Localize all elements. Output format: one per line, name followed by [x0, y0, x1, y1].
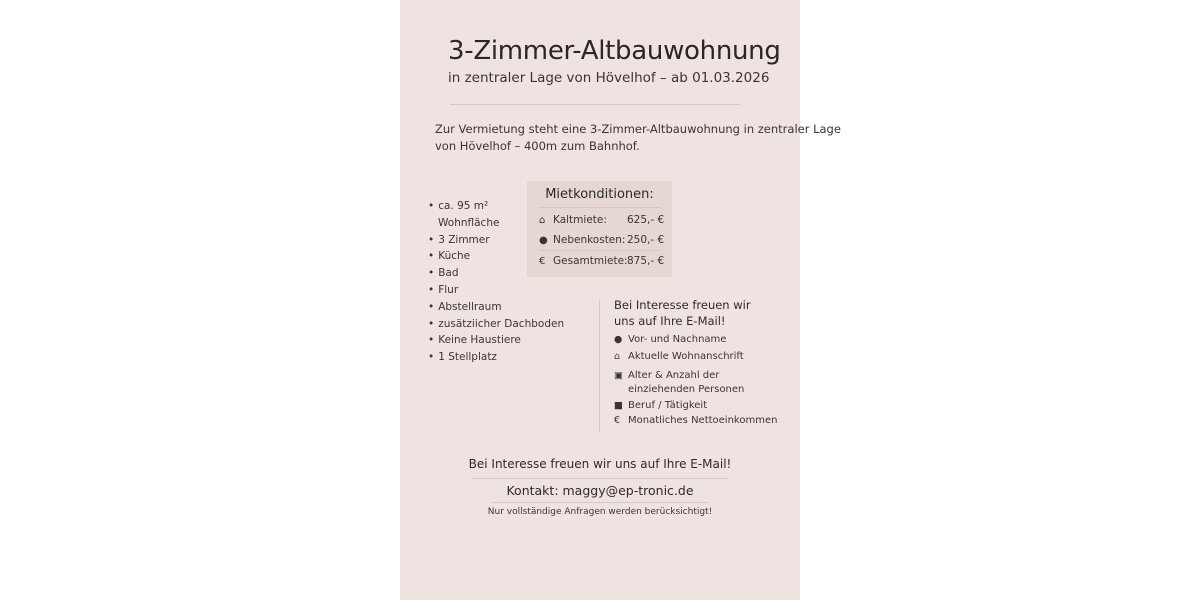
calendar-icon: ▣	[614, 370, 623, 381]
briefcase-icon: ■	[614, 400, 623, 411]
requirement-item: € Monatliches Nettoeinkommen	[614, 415, 778, 426]
intro-line: von Hövelhof – 400m zum Bahnhof.	[435, 139, 640, 153]
intro-text	[435, 121, 841, 155]
home-icon: ⌂	[539, 215, 546, 226]
euro-icon: €	[614, 415, 621, 426]
list-item: • Abstellraum	[428, 299, 564, 316]
condition-row: ⌂ Kaltmiete: 625,- €	[539, 214, 665, 226]
divider	[450, 104, 740, 105]
requirement-item: ⌂ Aktuelle Wohnanschrift	[614, 351, 744, 362]
list-item: • 1 Stellplatz	[428, 349, 564, 366]
footer-note: Nur vollständige Anfragen werden berücksichtigt!	[487, 507, 713, 517]
list-item: • Küche	[428, 248, 564, 265]
page-title: 3-Zimmer-Altbauwohnung	[448, 36, 781, 66]
footer-interest: Bei Interesse freuen wir uns auf Ihre E-Mail!	[468, 457, 732, 471]
person-icon: ●	[614, 334, 623, 345]
divider	[599, 300, 600, 432]
flyer-page	[400, 0, 841, 600]
conditions-heading: Mietkonditionen:	[545, 187, 654, 202]
rent-conditions-box	[527, 181, 672, 277]
condition-row: € Gesamtmiete:875,- €	[539, 255, 665, 267]
list-item: • ca. 95 m² Wohnfläche	[428, 198, 564, 232]
requirements-heading: Bei Interesse freuen wir uns auf Ihre E-Mail!	[614, 298, 751, 328]
list-item: • 3 Zimmer	[428, 232, 564, 249]
list-item: • Bad	[428, 265, 564, 282]
contact-email: Kontakt: maggy@ep-tronic.de	[506, 483, 694, 498]
list-item: • zusätziicher Dachboden	[428, 316, 564, 333]
list-item: • Keine Haustiere	[428, 332, 564, 349]
requirement-item: ● Vor- und Nachname	[614, 334, 727, 345]
drop-icon: ●	[539, 235, 548, 246]
euro-icon: €	[539, 256, 546, 267]
subtitle: in zentraler Lage von Hövelhof – ab 01.03.2026	[448, 70, 770, 86]
condition-row: ● Nebenkosten: 250,- €	[539, 234, 665, 246]
intro-line: Zur Vermietung steht eine 3-Zimmer-Altbauwohnung in zentraler Lage	[435, 122, 841, 136]
requirement-item: ▣ Alter & Anzahl der einziehenden Personen	[614, 370, 745, 395]
home-icon: ⌂	[614, 351, 621, 362]
list-item: • Flur	[428, 282, 564, 299]
requirement-item: ■ Beruf / Tätigkeit	[614, 400, 708, 411]
